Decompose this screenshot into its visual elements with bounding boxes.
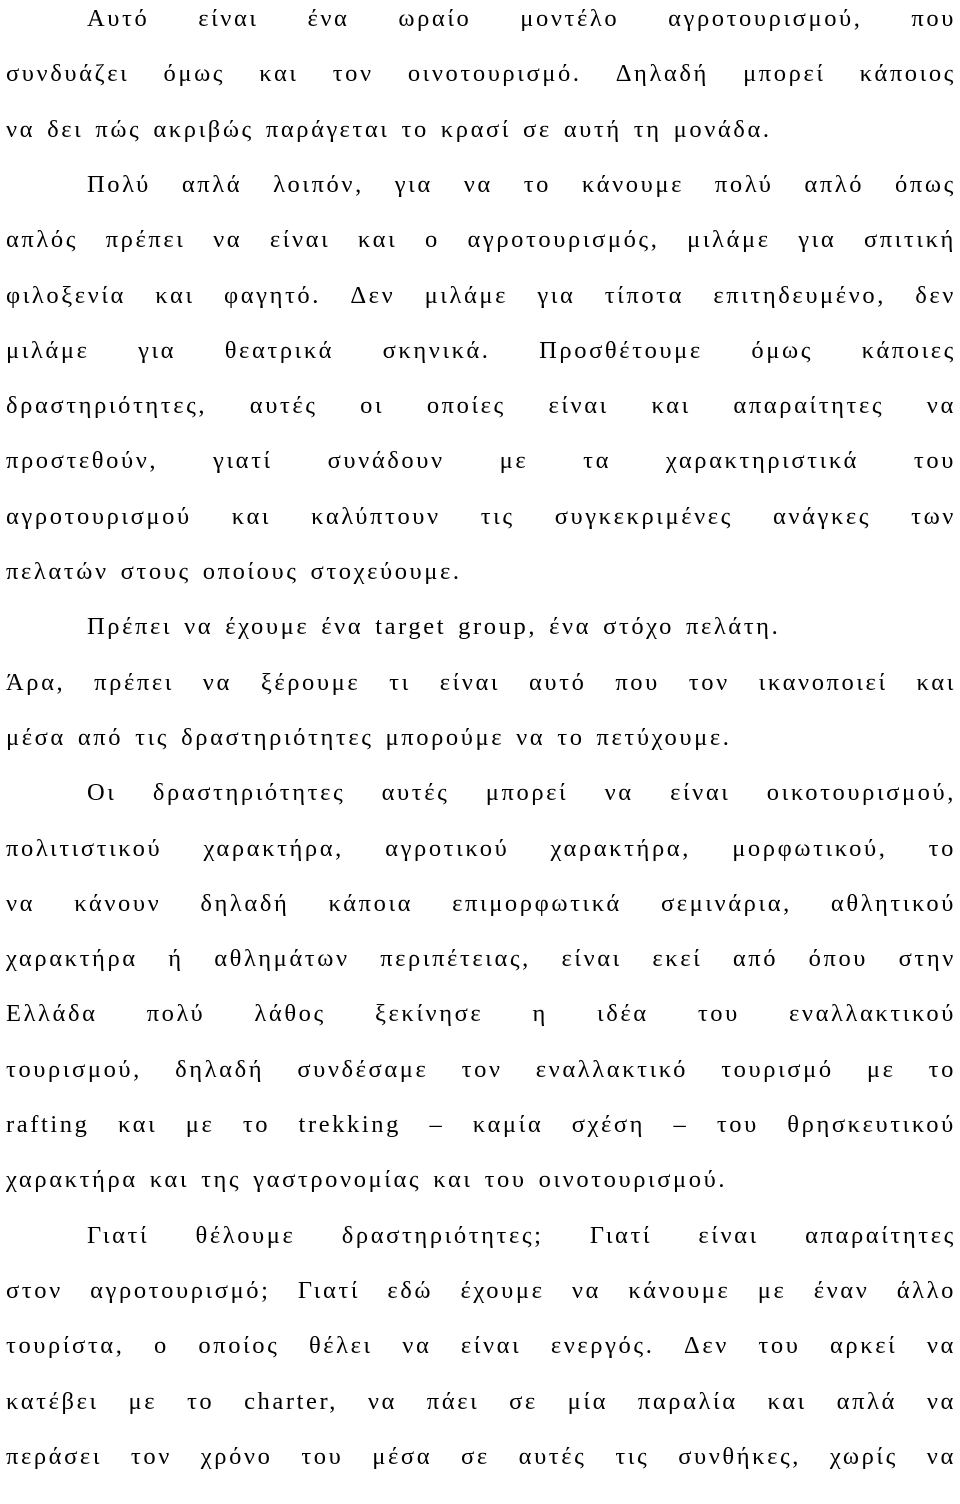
word: απαραίτητες [733, 392, 885, 420]
word: απλός [6, 226, 79, 254]
word: να [926, 1442, 956, 1470]
text-line [6, 1329, 956, 1363]
word: οινοτουρισμό. [407, 60, 582, 88]
word: charter, [244, 1387, 339, 1415]
word: σπιτική [863, 226, 956, 254]
word: με [866, 1055, 896, 1083]
word: πώς [95, 115, 142, 143]
word: στον [6, 1276, 63, 1304]
word: Πολύ [87, 170, 151, 198]
word: είναι [698, 1221, 759, 1249]
word: αγροτουρισμού [6, 502, 192, 530]
word: μιλάμε [424, 281, 509, 309]
word: οποίους [202, 558, 299, 585]
text-line [6, 832, 956, 866]
word: επιτηδευμένο, [713, 281, 886, 309]
word: περιπέτειας, [380, 945, 531, 973]
word: να [604, 779, 634, 807]
word: ένα [321, 613, 364, 641]
word: αθλητικού [830, 889, 956, 917]
word: ικανοποιεί [758, 668, 888, 696]
word: Προσθέτουμε [539, 336, 703, 364]
word: χαρακτήρα, [203, 834, 344, 862]
word: πελάτη. [685, 613, 781, 641]
text-line [6, 1274, 956, 1308]
word: να [184, 613, 214, 641]
word: τίποτα [604, 281, 685, 309]
word: και [231, 502, 272, 530]
text-line [6, 389, 956, 423]
word: όπου [808, 945, 869, 973]
word: προστεθούν, [6, 447, 159, 475]
word: τις [480, 502, 515, 530]
word: δει [47, 115, 84, 143]
word: group, [458, 613, 538, 641]
word: το [928, 834, 956, 862]
word: χαρακτήρα [6, 945, 138, 973]
word: το [401, 115, 429, 143]
word: κάνουμε [581, 170, 684, 198]
word: του [301, 1442, 344, 1470]
word: είναι [548, 392, 609, 420]
word: και [117, 1111, 158, 1138]
word: και [155, 281, 195, 309]
word: σχέση [571, 1111, 646, 1138]
text-line [87, 776, 956, 810]
word: κατέβει [6, 1387, 99, 1415]
word: οι [360, 392, 385, 420]
word: δραστηριότητες [152, 779, 346, 807]
word: παραλία [637, 1387, 738, 1415]
word: οινοτουρισμού. [538, 1166, 728, 1194]
word: θέλει [308, 1332, 373, 1360]
word: συνδέσαμε [297, 1055, 429, 1083]
word: έχουμε [225, 613, 310, 641]
word: σεμινάρια, [660, 889, 792, 917]
word: εδώ [387, 1276, 434, 1304]
word: να [367, 1387, 397, 1415]
word: τον [130, 1442, 172, 1470]
text-line [6, 1385, 956, 1419]
word: Πρέπει [87, 613, 173, 641]
text-line [6, 57, 956, 91]
word: εκεί [652, 945, 703, 973]
word: είναι [439, 668, 501, 696]
word: μιλάμε [6, 336, 90, 364]
word: παράγεται [265, 115, 390, 143]
word: να [926, 1387, 956, 1415]
word: αυτές [381, 779, 450, 807]
word: οικοτουρισμού, [766, 779, 956, 807]
word: δραστηριότητες; [341, 1221, 544, 1249]
word: να [516, 723, 546, 751]
word: σκηνικά. [382, 336, 491, 364]
word: ο [154, 1332, 169, 1360]
word: απλά [181, 170, 243, 198]
word: έχουμε [460, 1276, 545, 1304]
word: κάποιες [861, 336, 956, 364]
word: και [259, 60, 299, 88]
word: είναι [269, 226, 331, 254]
word: επιμορφωτικά [452, 889, 622, 917]
word: για [394, 170, 433, 198]
word: λάθος [254, 1000, 326, 1028]
word: καμία [472, 1111, 544, 1138]
text-line [6, 997, 956, 1031]
word: Γιατί [87, 1221, 150, 1249]
word: των [911, 502, 956, 530]
text-line [6, 555, 956, 589]
word: τον [332, 60, 374, 88]
word: να [571, 1276, 601, 1304]
word: να [463, 170, 493, 198]
word: Οι [87, 779, 117, 807]
word: ή [168, 945, 184, 973]
word: Ελλάδα [6, 1000, 98, 1028]
word: να [6, 115, 36, 143]
word: να [926, 392, 956, 420]
word: ο [424, 226, 440, 254]
word: στοχεύουμε. [310, 558, 462, 585]
word: το [928, 1055, 956, 1083]
text-line [6, 279, 956, 313]
word: που [615, 668, 660, 696]
word: τη [633, 115, 662, 143]
word: μορφωτικού, [732, 834, 888, 862]
word: τουρισμού, [6, 1055, 142, 1083]
word: τι [389, 668, 411, 696]
word: απλά [836, 1387, 897, 1415]
word: χαρακτηριστικά [665, 447, 859, 475]
word: αγροτουρισμός, [467, 226, 660, 254]
text-line [6, 1163, 956, 1197]
word: κάνουμε [628, 1276, 731, 1304]
word: Δηλαδή [615, 60, 709, 88]
word: χρόνο [200, 1442, 273, 1470]
word: πετύχουμε. [596, 723, 732, 751]
word: και [357, 226, 398, 254]
word: μέσα [6, 723, 66, 751]
word: δηλαδή [175, 1055, 265, 1083]
word: target [375, 613, 447, 641]
word: φαγητό. [223, 281, 322, 309]
word: η [532, 1000, 548, 1028]
word: ξέρουμε [260, 668, 361, 696]
word: οποίος [198, 1332, 280, 1360]
word: είναι [198, 5, 259, 32]
word: πολύ [146, 1000, 206, 1028]
word: περάσει [6, 1442, 103, 1470]
word: απλό [804, 170, 865, 198]
word: ανάγκες [772, 502, 872, 530]
word: συνάδουν [327, 447, 445, 475]
word: σε [509, 1387, 538, 1415]
word: τον [461, 1055, 503, 1083]
word: αρκεί [829, 1332, 898, 1360]
word: οποίες [426, 392, 506, 420]
text-line [6, 666, 956, 700]
word: Γιατί [297, 1276, 361, 1304]
word: είναι [670, 779, 731, 807]
word: για [138, 336, 177, 364]
word: το [186, 1387, 215, 1415]
text-line [6, 1053, 956, 1087]
word: και [433, 1166, 473, 1194]
text-line [6, 887, 956, 921]
word: συνθήκες, [678, 1442, 802, 1470]
text-line [87, 610, 956, 644]
word: αυτές [518, 1442, 587, 1470]
word: με [128, 1387, 158, 1415]
word: τα [583, 447, 612, 475]
word: κάποια [328, 889, 414, 917]
word: κρασί [440, 115, 512, 143]
word: σε [461, 1442, 490, 1470]
word: σε [523, 115, 552, 143]
text-line [6, 1108, 956, 1142]
word: πολιτιστικού [6, 834, 163, 862]
word: είναι [460, 1332, 522, 1360]
word: Δεν [683, 1332, 729, 1360]
text-line [6, 444, 956, 478]
word: τις [615, 1442, 650, 1470]
word: αυτές [249, 392, 318, 420]
word: στόχο [603, 613, 674, 641]
word: τον [688, 668, 730, 696]
word: και [149, 1166, 190, 1194]
text-line [6, 1440, 956, 1474]
word: έναν [813, 1276, 870, 1304]
word: να [202, 668, 232, 696]
word: αγροτουρισμό; [90, 1276, 271, 1304]
word: θεατρικά [224, 336, 335, 364]
word: ενεργός. [550, 1332, 655, 1360]
word: τουρισμό [721, 1055, 834, 1083]
word: του [697, 1000, 740, 1028]
word: μπορεί [485, 779, 569, 807]
word: για [537, 281, 576, 309]
text-line [6, 223, 956, 257]
word: απαραίτητες [805, 1221, 956, 1249]
word: ακριβώς [153, 115, 254, 143]
word: ένα [549, 613, 592, 641]
word: με [185, 1111, 215, 1138]
word: στην [898, 945, 956, 973]
word: γιατί [213, 447, 273, 475]
text-line [87, 168, 956, 202]
word: τις [135, 723, 170, 751]
word: δραστηριότητες [181, 723, 374, 751]
word: δεν [915, 281, 956, 309]
word: για [798, 226, 837, 254]
word: πρέπει [94, 668, 174, 696]
word: του [758, 1332, 801, 1360]
word: από [732, 945, 779, 973]
word: και [916, 668, 956, 696]
word: χαρακτήρα [6, 1166, 138, 1194]
word: αγροτικού [385, 834, 510, 862]
word: Αυτό [87, 5, 150, 32]
word: τουρίστα, [6, 1332, 125, 1360]
word: να [213, 226, 243, 254]
word: όμως [163, 60, 226, 88]
text-line [6, 500, 956, 534]
word: το [242, 1111, 271, 1138]
word: αθλημάτων [214, 945, 350, 973]
word: και [651, 392, 691, 420]
word: της [201, 1166, 242, 1194]
word: χαρακτήρα, [550, 834, 691, 862]
word: και [767, 1387, 807, 1415]
word: εναλλακτικού [789, 1000, 956, 1028]
word: που [911, 5, 956, 32]
word: γαστρονομίας [253, 1166, 422, 1194]
text-line [6, 334, 956, 368]
word: αγροτουρισμού, [668, 5, 863, 32]
word: συνδυάζει [6, 60, 130, 88]
word: Δεν [350, 281, 396, 309]
word: όπως [895, 170, 956, 198]
word: αυτή [563, 115, 622, 143]
word: μιλάμε [687, 226, 771, 254]
word: πελατών [6, 558, 109, 585]
word: να [6, 889, 36, 917]
word: μπορούμε [385, 723, 505, 751]
word: μπορεί [743, 60, 826, 88]
word: συγκεκριμένες [554, 502, 733, 530]
word: μοντέλο [520, 5, 620, 32]
word: ξεκίνησε [374, 1000, 484, 1028]
text-line [6, 113, 956, 147]
word: θέλουμε [195, 1221, 296, 1249]
word: του [484, 1166, 527, 1194]
text-line [87, 1219, 956, 1253]
word: εναλλακτικό [535, 1055, 689, 1083]
text-line [6, 721, 956, 755]
word: το [523, 170, 552, 198]
word: καλύπτουν [311, 502, 441, 530]
word: πολύ [714, 170, 774, 198]
word: φιλοξενία [6, 281, 126, 309]
word: του [913, 447, 956, 475]
word: λοιπόν, [273, 170, 364, 198]
word: θρησκευτικού [787, 1111, 956, 1138]
word: ένα [307, 5, 350, 32]
word: χωρίς [829, 1442, 898, 1470]
word: μία [567, 1387, 609, 1415]
word: του [716, 1111, 759, 1138]
word: Άρα, [6, 668, 66, 696]
word: αυτό [528, 668, 587, 696]
word: στους [120, 558, 191, 585]
word: μονάδα. [673, 115, 772, 143]
word: Γιατί [589, 1221, 653, 1249]
word: – [673, 1111, 689, 1138]
text-line [6, 942, 956, 976]
word: άλλο [896, 1276, 956, 1304]
word: trekking [298, 1111, 401, 1138]
word: – [429, 1111, 445, 1138]
word: κάποιος [859, 60, 956, 88]
word: να [926, 1332, 956, 1360]
word: rafting [6, 1111, 90, 1138]
word: πάει [426, 1387, 480, 1415]
word: δραστηριότητες, [6, 392, 208, 420]
word: δηλαδή [200, 889, 290, 917]
word: πρέπει [105, 226, 186, 254]
word: με [499, 447, 529, 475]
word: ιδέα [597, 1000, 649, 1028]
word: όμως [751, 336, 814, 364]
word: να [402, 1332, 432, 1360]
word: ωραίο [398, 5, 472, 32]
word: κάνουν [74, 889, 162, 917]
word: από [77, 723, 124, 751]
word: είναι [561, 945, 622, 973]
text-line [87, 2, 956, 36]
word: μέσα [372, 1442, 433, 1470]
word: με [757, 1276, 787, 1304]
word: το [557, 723, 585, 751]
